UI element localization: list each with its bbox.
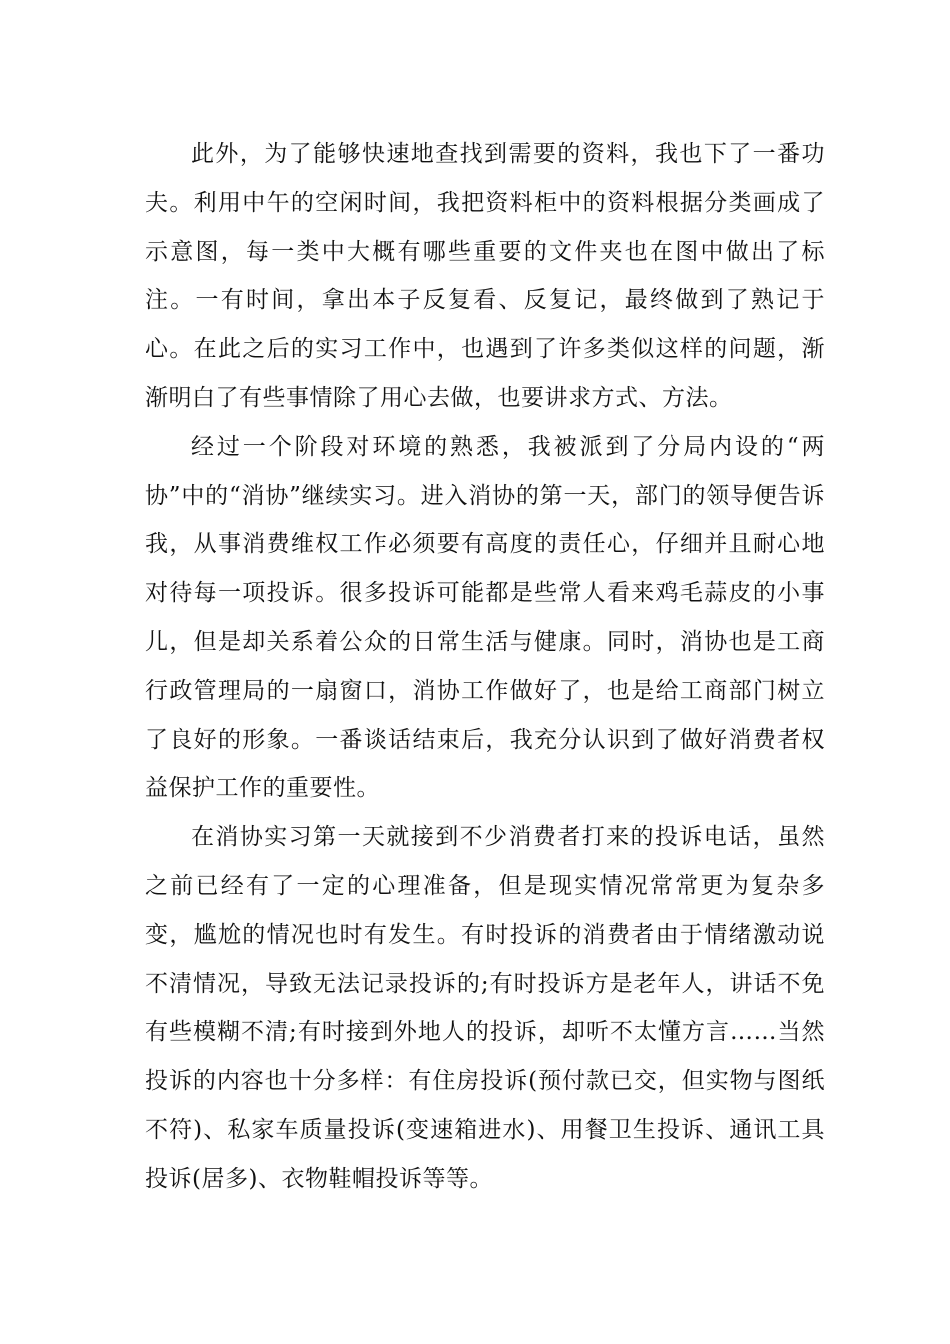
paragraph-2: 经过一个阶段对环境的熟悉，我被派到了分局内设的“两协”中的“消协”继续实习。进入消协的第一天，部门的领导便告诉我，从事消费维权工作必须要有高度的责任心，仔细并且耐心地对待每一项投诉。很多投诉可能都是些常人看来鸡毛蒜皮的小事儿，但是却关系着公众的日常生活与健康。同时，消协也是工商行政管理局的一扇窗口，消协工作做好了，也是给工商部门树立了良好的形象。一番谈话结束后，我充分认识到了做好消费者权益保护工作的重要性。 [145, 433, 825, 802]
document-body [145, 130, 825, 1204]
paragraph-1: 此外，为了能够快速地查找到需要的资料，我也下了一番功夫。利用中午的空闲时间，我把资料柜中的资料根据分类画成了示意图，每一类中大概有哪些重要的文件夹也在图中做出了标注。一有时间，拿出本子反复看、反复记，最终做到了熟记于心。在此之后的实习工作中，也遇到了许多类似这样的问题，渐渐明白了有些事情除了用心去做，也要讲求方式、方法。 [145, 141, 825, 411]
paragraph-3: 在消协实习第一天就接到不少消费者打来的投诉电话，虽然之前已经有了一定的心理准备，但是现实情况常常更为复杂多变，尴尬的情况也时有发生。有时投诉的消费者由于情绪激动说不清情况，导致无法记录投诉的;有时投诉方是老年人，讲话不免有些模糊不清;有时接到外地人的投诉，却听不太懂方言……当然投诉的内容也十分多样：有住房投诉(预付款已交，但实物与图纸不符)、私家车质量投诉(变速箱进水)、用餐卫生投诉、通讯工具投诉(居多)、衣物鞋帽投诉等等。 [145, 824, 825, 1192]
